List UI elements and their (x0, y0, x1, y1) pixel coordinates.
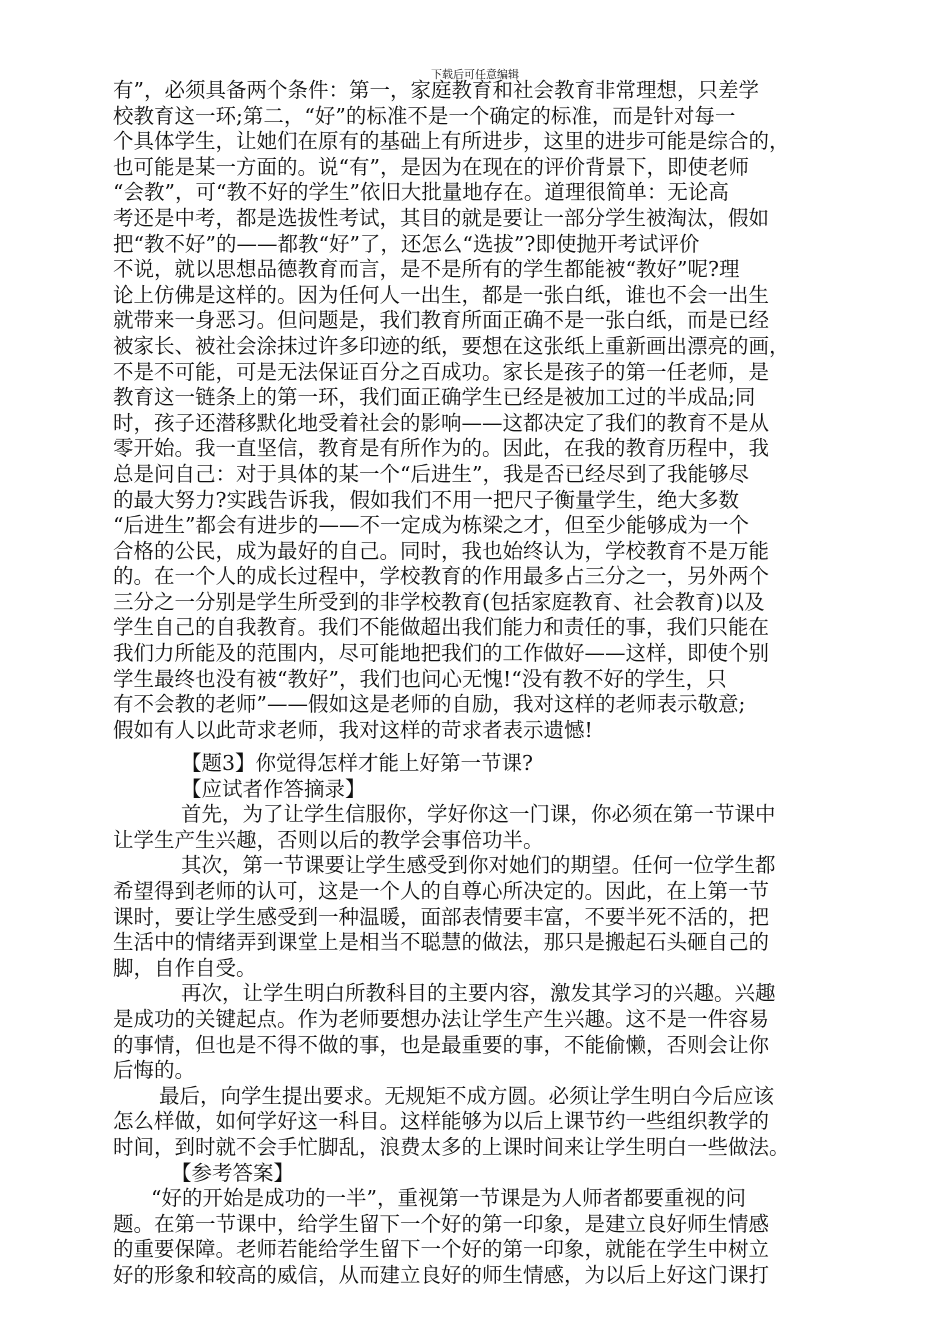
text-line: 有不会教的老师”——假如这是老师的自励，我对这样的老师表示敬意; (113, 692, 746, 717)
text-line: 就带来一身恶习。但问题是，我们教育所面正确不是一张白纸，而是已经 (113, 308, 769, 333)
text-line: 的。在一个人的成长过程中，学校教育的作用最多占三分之一，另外两个 (113, 564, 769, 589)
text-line: 首先，为了让学生信服你，学好你这一门课，你必须在第一节课中 (181, 802, 776, 827)
text-line: 的最大努力?实践告诉我，假如我们不用一把尺子衡量学生，绝大多数 (113, 487, 739, 512)
text-line: 也可能是某一方面的。说“有”，是因为在现在的评价背景下，即使老师 (113, 154, 749, 179)
page-header: 下载后可任意编辑 (431, 68, 519, 81)
text-line: 校教育这一环;第二，“好”的标准不是一个确定的标准，而是针对每一 (113, 103, 736, 128)
text-line: 的重要保障。老师若能给学生留下一个好的第一印象，就能在学生中树立 (113, 1237, 769, 1262)
text-line: 怎么样做，如何学好这一科目。这样能够为以后上课节约一些组织教学的 (113, 1109, 769, 1134)
text-line: 合格的公民，成为最好的自己。同时，我也始终认为，学校教育不是万能 (113, 538, 769, 563)
text-line: 再次，让学生明白所教科目的主要内容，激发其学习的兴趣。兴趣 (181, 981, 776, 1006)
text-line: 三分之一分别是学生所受到的非学校教育(包括家庭教育、社会教育)以及 (113, 589, 765, 614)
text-line: 时间，到时就不会手忙脚乱，浪费太多的上课时间来让学生明白一些做法。 (113, 1134, 790, 1159)
text-line: 被家长、被社会涂抹过许多印迹的纸，要想在这张纸上重新画出漂亮的画， (113, 333, 790, 358)
text-line: 的事情，但也是不得不做的事，也是最重要的事，不能偷懒，否则会让你 (113, 1032, 769, 1057)
text-line: 学生自己的自我教育。我们不能做超出我们能力和责任的事，我们只能在 (113, 615, 769, 640)
text-line: 学生最终也没有被“教好”，我们也问心无愧!“没有教不好的学生，只 (113, 666, 727, 691)
text-line: 好的形象和较高的威信，从而建立良好的师生情感，为以后上好这门课打 (113, 1262, 769, 1287)
text-line: 假如有人以此苛求老师，我对这样的苛求者表示遗憾! (113, 717, 593, 742)
text-line: 考还是中考，都是选拔性考试，其目的就是要让一部分学生被淘汰，假如 (113, 205, 769, 230)
text-line: 不说，就以思想品德教育而言，是不是所有的学生都能被“教好”呢?理 (113, 257, 740, 282)
reference-answer-label: 【参考答案】 (171, 1160, 294, 1185)
text-line: 其次，第一节课要让学生感受到你对她们的期望。任何一位学生都 (181, 853, 776, 878)
text-line: 希望得到老师的认可，这是一个人的自尊心所决定的。因此，在上第一节 (113, 878, 769, 903)
question-title: 【题3】你觉得怎样才能上好第一节课? (181, 751, 534, 775)
text-line: 教育这一链条上的第一环，我们面正确学生已经是被加工过的半成品;同 (113, 385, 756, 410)
text-line: 脚，自作自受。 (113, 955, 257, 980)
text-line: 题。在第一节课中，给学生留下一个好的第一印象，是建立良好师生情感 (113, 1211, 769, 1236)
text-line: 最后，向学生提出要求。无规矩不成方圆。必须让学生明白今后应该 (159, 1083, 774, 1108)
question-section (113, 751, 843, 1288)
answer-excerpt-label: 【应试者作答摘录】 (181, 776, 366, 801)
text-line: 我们力所能及的范围内，尽可能地把我们的工作做好——这样，即使个别 (113, 641, 769, 666)
text-line: 课时，要让学生感受到一种温暖，面部表情要丰富，不要半死不活的，把 (113, 904, 769, 929)
text-line: 不是不可能，可是无法保证百分之百成功。家长是孩子的第一任老师，是 (113, 359, 769, 384)
text-line: “好的开始是成功的一半”，重视第一节课是为人师者都要重视的问 (151, 1186, 746, 1211)
text-line: “后进生”都会有进步的——不一定成为栋梁之才，但至少能够成为一个 (113, 513, 749, 538)
text-line: 个具体学生，让她们在原有的基础上有所进步，这里的进步可能是综合的， (113, 129, 790, 154)
text-line: 零开始。我一直坚信，教育是有所作为的。因此，在我的教育历程中，我 (113, 436, 769, 461)
text-line: 是成功的关键起点。作为老师要想办法让学生产生兴趣。这不是一件容易 (113, 1006, 769, 1031)
paragraph-main (113, 78, 843, 743)
text-line: 论上仿佛是这样的。因为任何人一出生，都是一张白纸，谁也不会一出生 (113, 282, 769, 307)
text-line: 时，孩子还潜移默化地受着社会的影响——这都决定了我们的教育不是从 (113, 410, 769, 435)
text-line: 让学生产生兴趣，否则以后的教学会事倍功半。 (113, 827, 544, 852)
text-line: 把“教不好”的——都教“好”了，还怎么“选拔”?即使抛开考试评价 (113, 231, 700, 256)
text-line: “会教”，可“教不好的学生”依旧大批量地存在。道理很简单：无论高 (113, 180, 729, 205)
text-line: 总是问自己：对于具体的某一个“后进生”，我是否已经尽到了我能够尽 (113, 461, 749, 486)
text-line: 后悔的。 (113, 1058, 195, 1083)
text-line: 有”，必须具备两个条件：第一，家庭教育和社会教育非常理想，只差学 (113, 78, 759, 102)
text-line: 生活中的情绪弄到课堂上是相当不聪慧的做法，那只是搬起石头砸自己的 (113, 930, 769, 955)
